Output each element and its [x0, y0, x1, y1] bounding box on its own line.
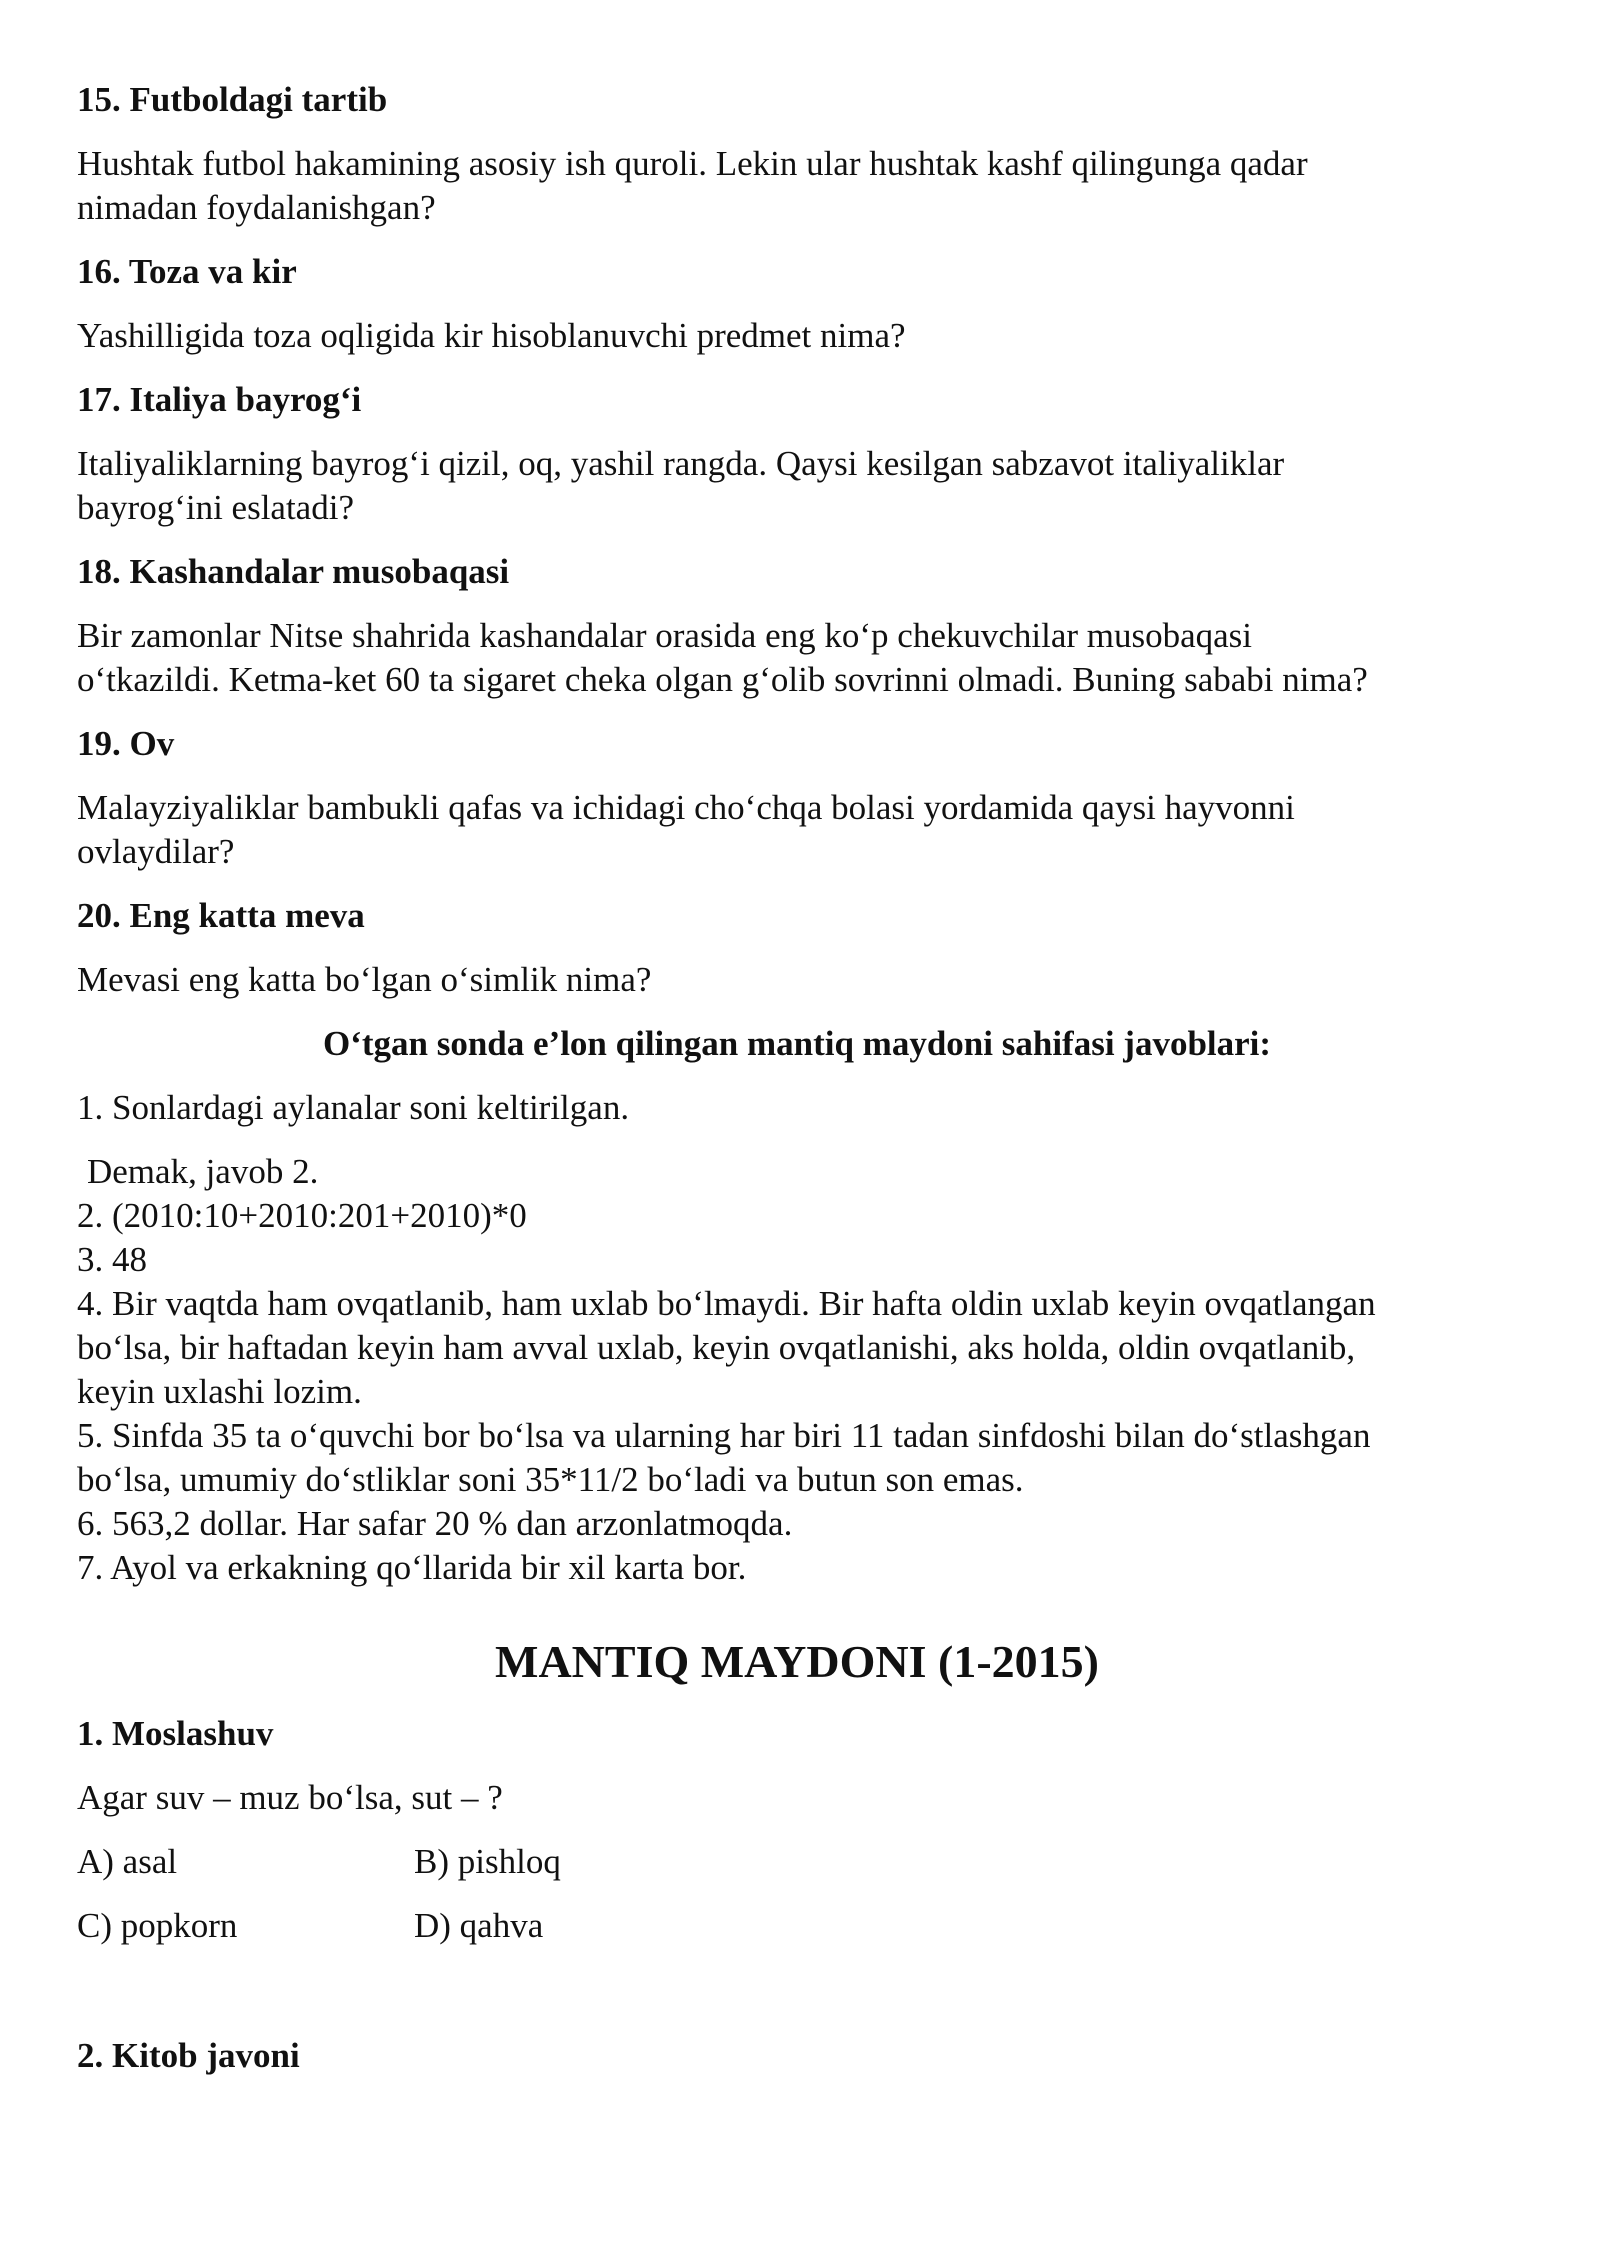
document-page	[77, 78, 1517, 2078]
text-line: Hushtak futbol hakamining asosiy ish quroli. Lekin ular hushtak kashf qilingunga qadar	[77, 144, 1308, 183]
question-title: 20. Eng katta meva	[77, 896, 365, 935]
question-17	[77, 378, 1517, 530]
answer-line: 2. (2010:10+2010:201+2010)*0	[77, 1196, 527, 1235]
question-16	[77, 250, 1517, 358]
option-d: D) qahva	[414, 1906, 544, 1945]
answer-line: keyin uxlashi lozim.	[77, 1372, 362, 1411]
question-20	[77, 894, 1517, 1002]
answer-options	[77, 1840, 1517, 1948]
answers-list	[77, 1086, 1517, 1590]
option-b: B) pishloq	[414, 1842, 561, 1881]
answers-heading: O‘tgan sonda e’lon qilingan mantiq maydoni sahifasi javoblari:	[322, 1024, 1272, 1063]
answer-line: 5. Sinfda 35 ta o‘quvchi bor bo‘lsa va ularning har biri 11 tadan sinfdoshi bilan do‘stlashgan	[77, 1416, 1371, 1455]
question-title: 1. Moslashuv	[77, 1714, 274, 1753]
question-text	[77, 614, 1517, 702]
answer-line: 6. 563,2 dollar. Har safar 20 % dan arzonlatmoqda.	[77, 1504, 793, 1543]
text-line: Malayziyaliklar bambukli qafas va ichidagi cho‘chqa bolasi yordamida qaysi hayvonni	[77, 788, 1295, 827]
text-line: Mevasi eng katta bo‘lgan o‘simlik nima?	[77, 960, 652, 999]
options-row	[77, 1904, 1517, 1948]
question-text	[77, 958, 1517, 1002]
section-question-2	[77, 2034, 1517, 2078]
options-row	[77, 1840, 1517, 1884]
text-line: nimadan foydalanishgan?	[77, 188, 436, 227]
question-title: 17. Italiya bayrog‘i	[77, 380, 362, 419]
answer-line: Demak, javob 2.	[87, 1152, 319, 1191]
question-text	[77, 314, 1517, 358]
answer-line: 3. 48	[77, 1240, 147, 1279]
question-text	[77, 786, 1517, 874]
question-title: 19. Ov	[77, 724, 175, 763]
answer-line: bo‘lsa, umumiy do‘stliklar soni 35*11/2 bo‘ladi va butun son emas.	[77, 1460, 1024, 1499]
section-question-1	[77, 1712, 1517, 1948]
question-title: 18. Kashandalar musobaqasi	[77, 552, 510, 591]
text-line: Italiyaliklarning bayrog‘i qizil, oq, yashil rangda. Qaysi kesilgan sabzavot italiyaliklar	[77, 444, 1285, 483]
question-text: Agar suv – muz bo‘lsa, sut – ?	[77, 1778, 503, 1817]
question-title: 15. Futboldagi tartib	[77, 80, 388, 119]
question-title: 16. Toza va kir	[77, 252, 297, 291]
section-title: MANTIQ MAYDONI (1-2015)	[495, 1636, 1099, 1687]
answer-line: 1. Sonlardagi aylanalar soni keltirilgan.	[77, 1088, 630, 1127]
text-line: Yashilligida toza oqligida kir hisoblanuvchi predmet nima?	[77, 316, 906, 355]
text-line: Bir zamonlar Nitse shahrida kashandalar orasida eng ko‘p chekuvchilar musobaqasi	[77, 616, 1253, 655]
text-line: bayrog‘ini eslatadi?	[77, 488, 354, 527]
spacer	[77, 1968, 1517, 2034]
answer-line: bo‘lsa, bir haftadan keyin ham avval uxlab, keyin ovqatlanishi, aks holda, oldin ovqatlanib,	[77, 1328, 1356, 1367]
question-18	[77, 550, 1517, 702]
answer-line: 7. Ayol va erkakning qo‘llarida bir xil karta bor.	[77, 1548, 747, 1587]
text-line: ovlaydilar?	[77, 832, 235, 871]
question-19	[77, 722, 1517, 874]
question-text	[77, 442, 1517, 530]
text-line: o‘tkazildi. Ketma-ket 60 ta sigaret cheka olgan g‘olib sovrinni olmadi. Buning sababi nima?	[77, 660, 1368, 699]
question-text	[77, 142, 1517, 230]
question-title: 2. Kitob javoni	[77, 2036, 300, 2075]
answer-line: 4. Bir vaqtda ham ovqatlanib, ham uxlab bo‘lmaydi. Bir hafta oldin uxlab keyin ovqatlangan	[77, 1284, 1376, 1323]
question-15	[77, 78, 1517, 230]
option-a: A) asal	[77, 1842, 178, 1881]
option-c: C) popkorn	[77, 1906, 238, 1945]
